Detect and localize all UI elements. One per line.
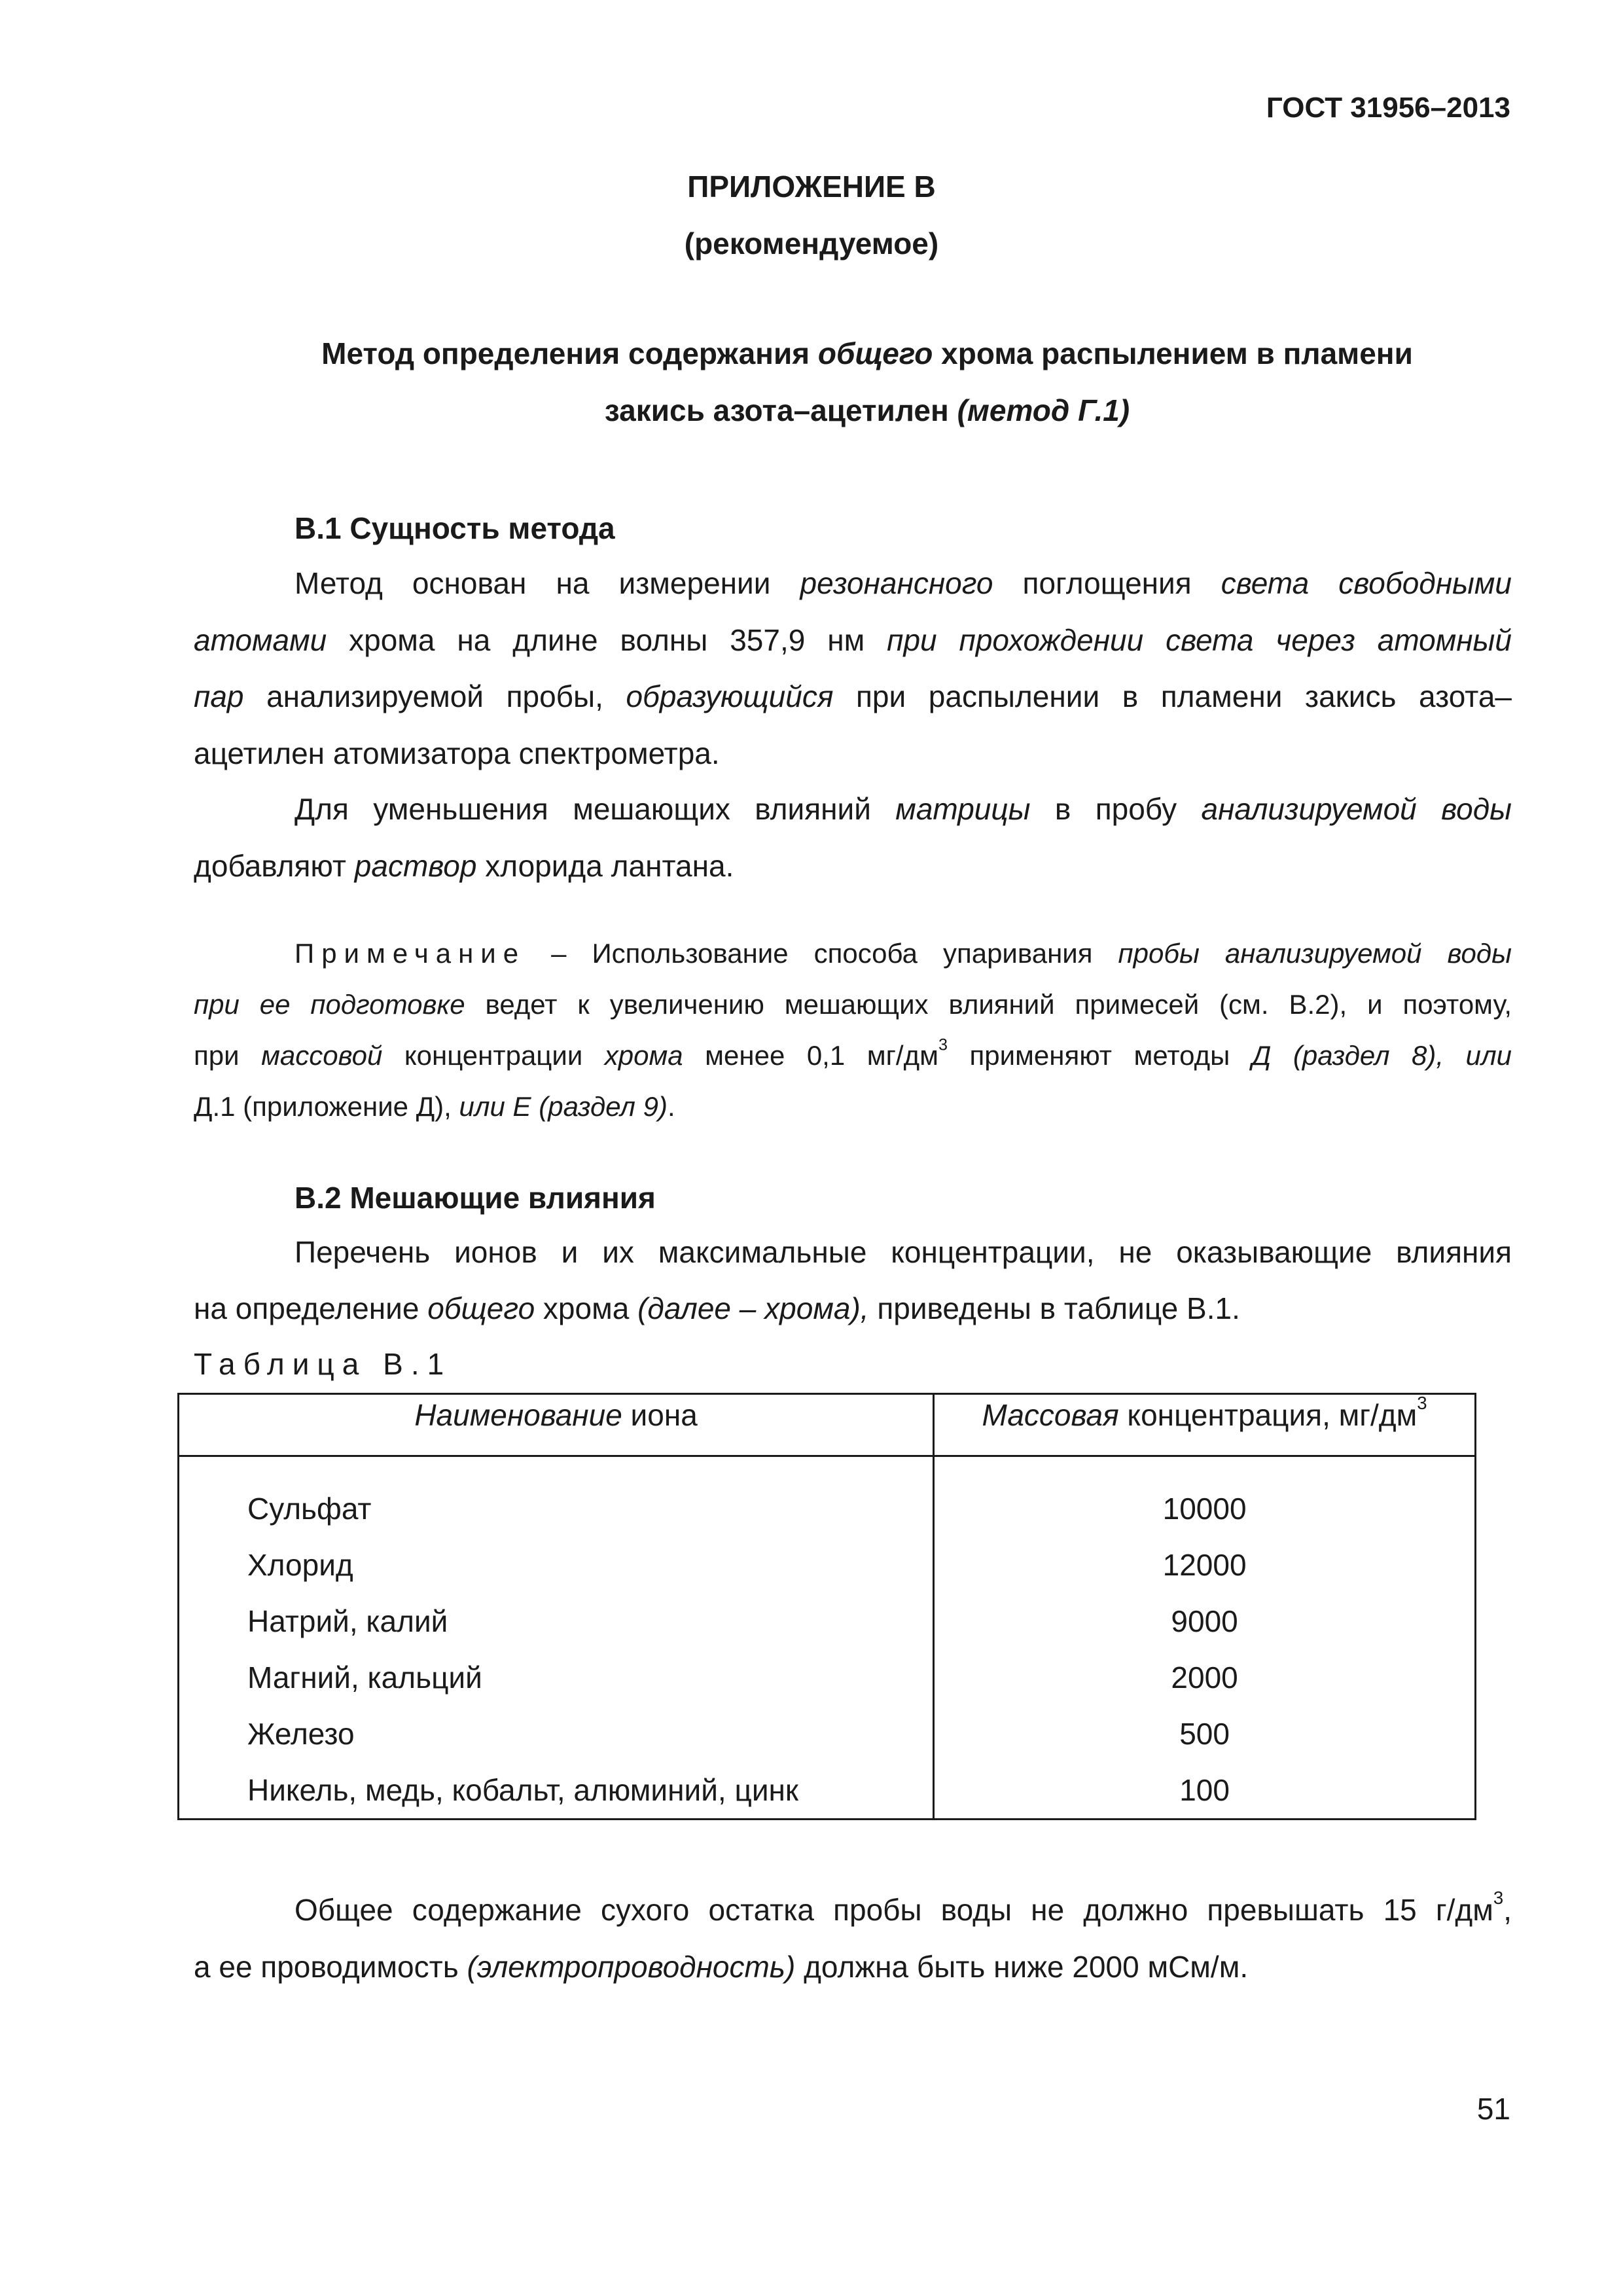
- ion-name: Натрий, калий: [179, 1593, 934, 1649]
- ion-concentration: 500: [934, 1706, 1476, 1762]
- note-line: при ее подготовке ведет к увеличению мешающих влияний примесей (см. В.2), и поэтому,: [194, 989, 1512, 1020]
- ion-concentration: 100: [934, 1762, 1476, 1820]
- column-header-concentration: Массовая концентрация, $мг/дм^3$: [934, 1394, 1476, 1456]
- ion-name: Сульфат: [179, 1480, 934, 1537]
- ion-concentration: 2000: [934, 1649, 1476, 1706]
- table-label: Таблица В.1: [194, 1347, 452, 1381]
- text-line: на определение общего хрома (далее – хрома), приведены в таблице В.1.: [194, 1291, 1240, 1325]
- appendix-title: ПРИЛОЖЕНИЕ В: [687, 170, 936, 204]
- text-line: атомами хрома на длине волны 357,9 нм при прохождении света через атомный: [194, 623, 1512, 657]
- ion-concentration: 9000: [934, 1593, 1476, 1649]
- note-line: Примечание – Использование способа упаривания пробы анализируемой воды: [294, 938, 1512, 969]
- text-line: пар анализируемой пробы, образующийся при распылении в пламени закись азота–: [194, 679, 1512, 713]
- ion-concentration: 10000: [934, 1480, 1476, 1537]
- table-row: [179, 1649, 1476, 1706]
- ion-concentration-table: [177, 1393, 1476, 1820]
- text-line: Метод основан на измерении резонансного поглощения света свободными: [294, 566, 1512, 600]
- table-row: [179, 1480, 1476, 1537]
- method-title-line-1: Метод определения содержания общего хрома распылением в пламени: [321, 336, 1413, 370]
- ion-name: Никель, медь, кобальт, алюминий, цинк: [179, 1762, 934, 1820]
- ion-name: Магний, кальций: [179, 1649, 934, 1706]
- table-row: [179, 1762, 1476, 1820]
- appendix-status: (рекомендуемое): [684, 226, 939, 260]
- note-label: Примечание: [294, 938, 526, 969]
- method-title-line-2: закись азота–ацетилен (метод Г.1): [604, 393, 1130, 427]
- document-number: ГОСТ 31956–2013: [1266, 92, 1510, 124]
- table-row: [179, 1537, 1476, 1593]
- ion-name: Хлорид: [179, 1537, 934, 1593]
- table-spacer: [179, 1456, 1476, 1481]
- table-row: [179, 1706, 1476, 1762]
- section-1-heading: В.1 Сущность метода: [294, 511, 615, 545]
- text-line: а ее проводимость (электропроводность) должна быть ниже 2000 мСм/м.: [194, 1950, 1249, 1984]
- text-line: Перечень ионов и их максимальные концентрации, не оказывающие влияния: [294, 1235, 1512, 1269]
- column-header-ion: Наименование иона: [179, 1394, 934, 1456]
- note-line: при массовой концентрации хрома менее 0,1 $мг/дм^3$ применяют методы Д (раздел 8), или: [194, 1035, 1512, 1071]
- note-line: Д.1 (приложение Д), или Е (раздел 9).: [194, 1091, 675, 1122]
- section-2-heading: В.2 Мешающие влияния: [294, 1181, 656, 1215]
- table-header-row: [179, 1394, 1476, 1456]
- text-line: добавляют раствор хлорида лантана.: [194, 849, 734, 883]
- text-line: Для уменьшения мешающих влияний матрицы в пробу анализируемой воды: [294, 792, 1512, 826]
- table-row: [179, 1593, 1476, 1649]
- ion-concentration: 12000: [934, 1537, 1476, 1593]
- text-line: ацетилен атомизатора спектрометра.: [194, 736, 720, 770]
- text-line: Общее содержание сухого остатка пробы воды не должно превышать 15 $г/дм^3$,: [294, 1888, 1512, 1927]
- ion-name: Железо: [179, 1706, 934, 1762]
- page-number: 51: [1476, 2092, 1510, 2126]
